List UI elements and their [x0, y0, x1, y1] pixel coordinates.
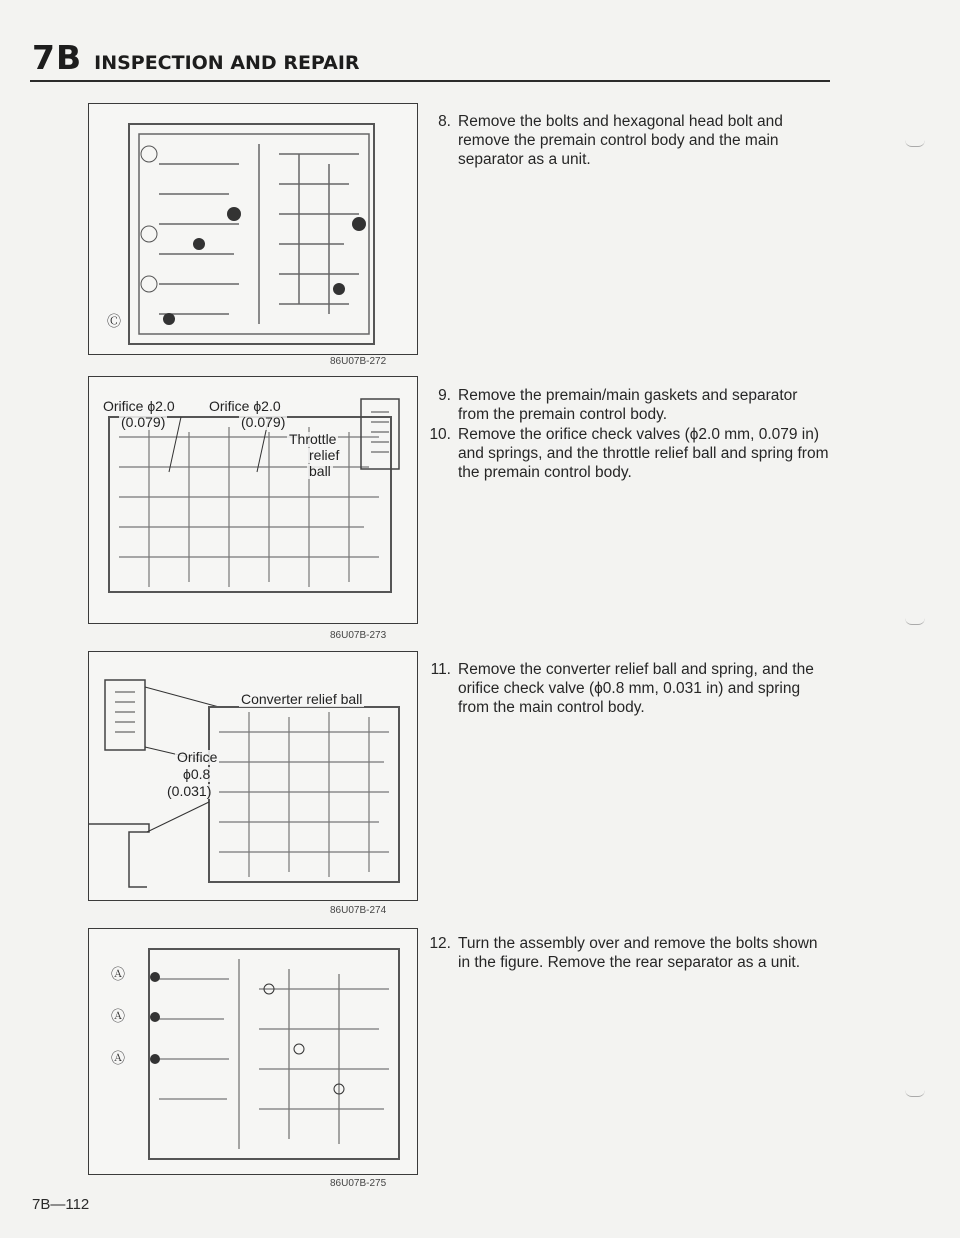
page-header — [32, 38, 360, 77]
orifice-label-2: Orifice ϕ2.0 — [209, 398, 281, 414]
figure-275 — [88, 928, 418, 1175]
step-text: Remove the orifice check valves (ϕ2.0 mm, 0.079 in) and springs, and the throttle relief ball and spring from the premain control body. — [458, 426, 829, 481]
orifice-size-label-2: (0.079) — [241, 414, 286, 430]
section-title: INSPECTION AND REPAIR — [94, 52, 360, 74]
figure-id-273: 86U07B-273 — [330, 630, 387, 641]
orifice-label-3: Orifice — [177, 749, 218, 765]
step-11 — [428, 660, 830, 716]
binding-mark — [905, 1090, 925, 1097]
step-number: 9. — [438, 387, 451, 404]
step-8 — [428, 112, 830, 168]
header-rule — [30, 80, 830, 82]
page-number: 7B—112 — [32, 1196, 90, 1213]
binding-mark — [905, 140, 925, 147]
step-text: Turn the assembly over and remove the bolts shown in the figure. Remove the rear separator as a unit. — [458, 935, 818, 971]
step-9 — [428, 386, 830, 423]
valve-body-illustration-3 — [89, 652, 417, 900]
figure-id-275: 86U07B-275 — [330, 1178, 387, 1189]
figure-id-272: 86U07B-272 — [330, 356, 387, 367]
figure-id-274: 86U07B-274 — [330, 905, 387, 916]
bolt-label-a-1: Ⓐ — [111, 966, 125, 982]
step-number: 8. — [438, 113, 451, 130]
step-text: Remove the bolts and hexagonal head bolt and remove the premain control body and the main separator as a unit. — [458, 113, 783, 168]
figure-273 — [88, 376, 418, 624]
step-10 — [428, 425, 830, 481]
orifice-inch-label: (0.031) — [167, 783, 212, 799]
step-text: Remove the premain/main gaskets and separator from the premain control body. — [458, 387, 798, 423]
step-12 — [428, 934, 830, 971]
throttle-label: Throttle — [289, 431, 337, 447]
step-number: 10. — [429, 426, 451, 443]
step-number: 11. — [430, 661, 451, 678]
chapter-number: 7B — [32, 38, 83, 77]
orifice-label-1: Orifice ϕ2.0 — [103, 398, 175, 414]
relief-label: relief — [309, 447, 340, 463]
figure-272 — [88, 103, 418, 355]
valve-body-illustration-4 — [89, 929, 417, 1174]
orifice-diameter-label: ϕ0.8 — [183, 766, 211, 782]
bolt-label-a-2: Ⓐ — [111, 1008, 125, 1024]
figure-274 — [88, 651, 418, 901]
bolt-label-a-3: Ⓐ — [111, 1050, 125, 1066]
step-text: Remove the converter relief ball and spring, and the orifice check valve (ϕ0.8 mm, 0.031 in) and spring from the main control body. — [458, 661, 814, 716]
step-number: 12. — [429, 935, 451, 952]
ball-label: ball — [309, 463, 331, 479]
converter-relief-ball-label: Converter relief ball — [241, 691, 363, 707]
orifice-size-label-1: (0.079) — [121, 414, 166, 430]
valve-body-illustration-1 — [89, 104, 417, 354]
binding-mark — [905, 618, 925, 625]
bolt-label-c: Ⓒ — [107, 313, 121, 329]
